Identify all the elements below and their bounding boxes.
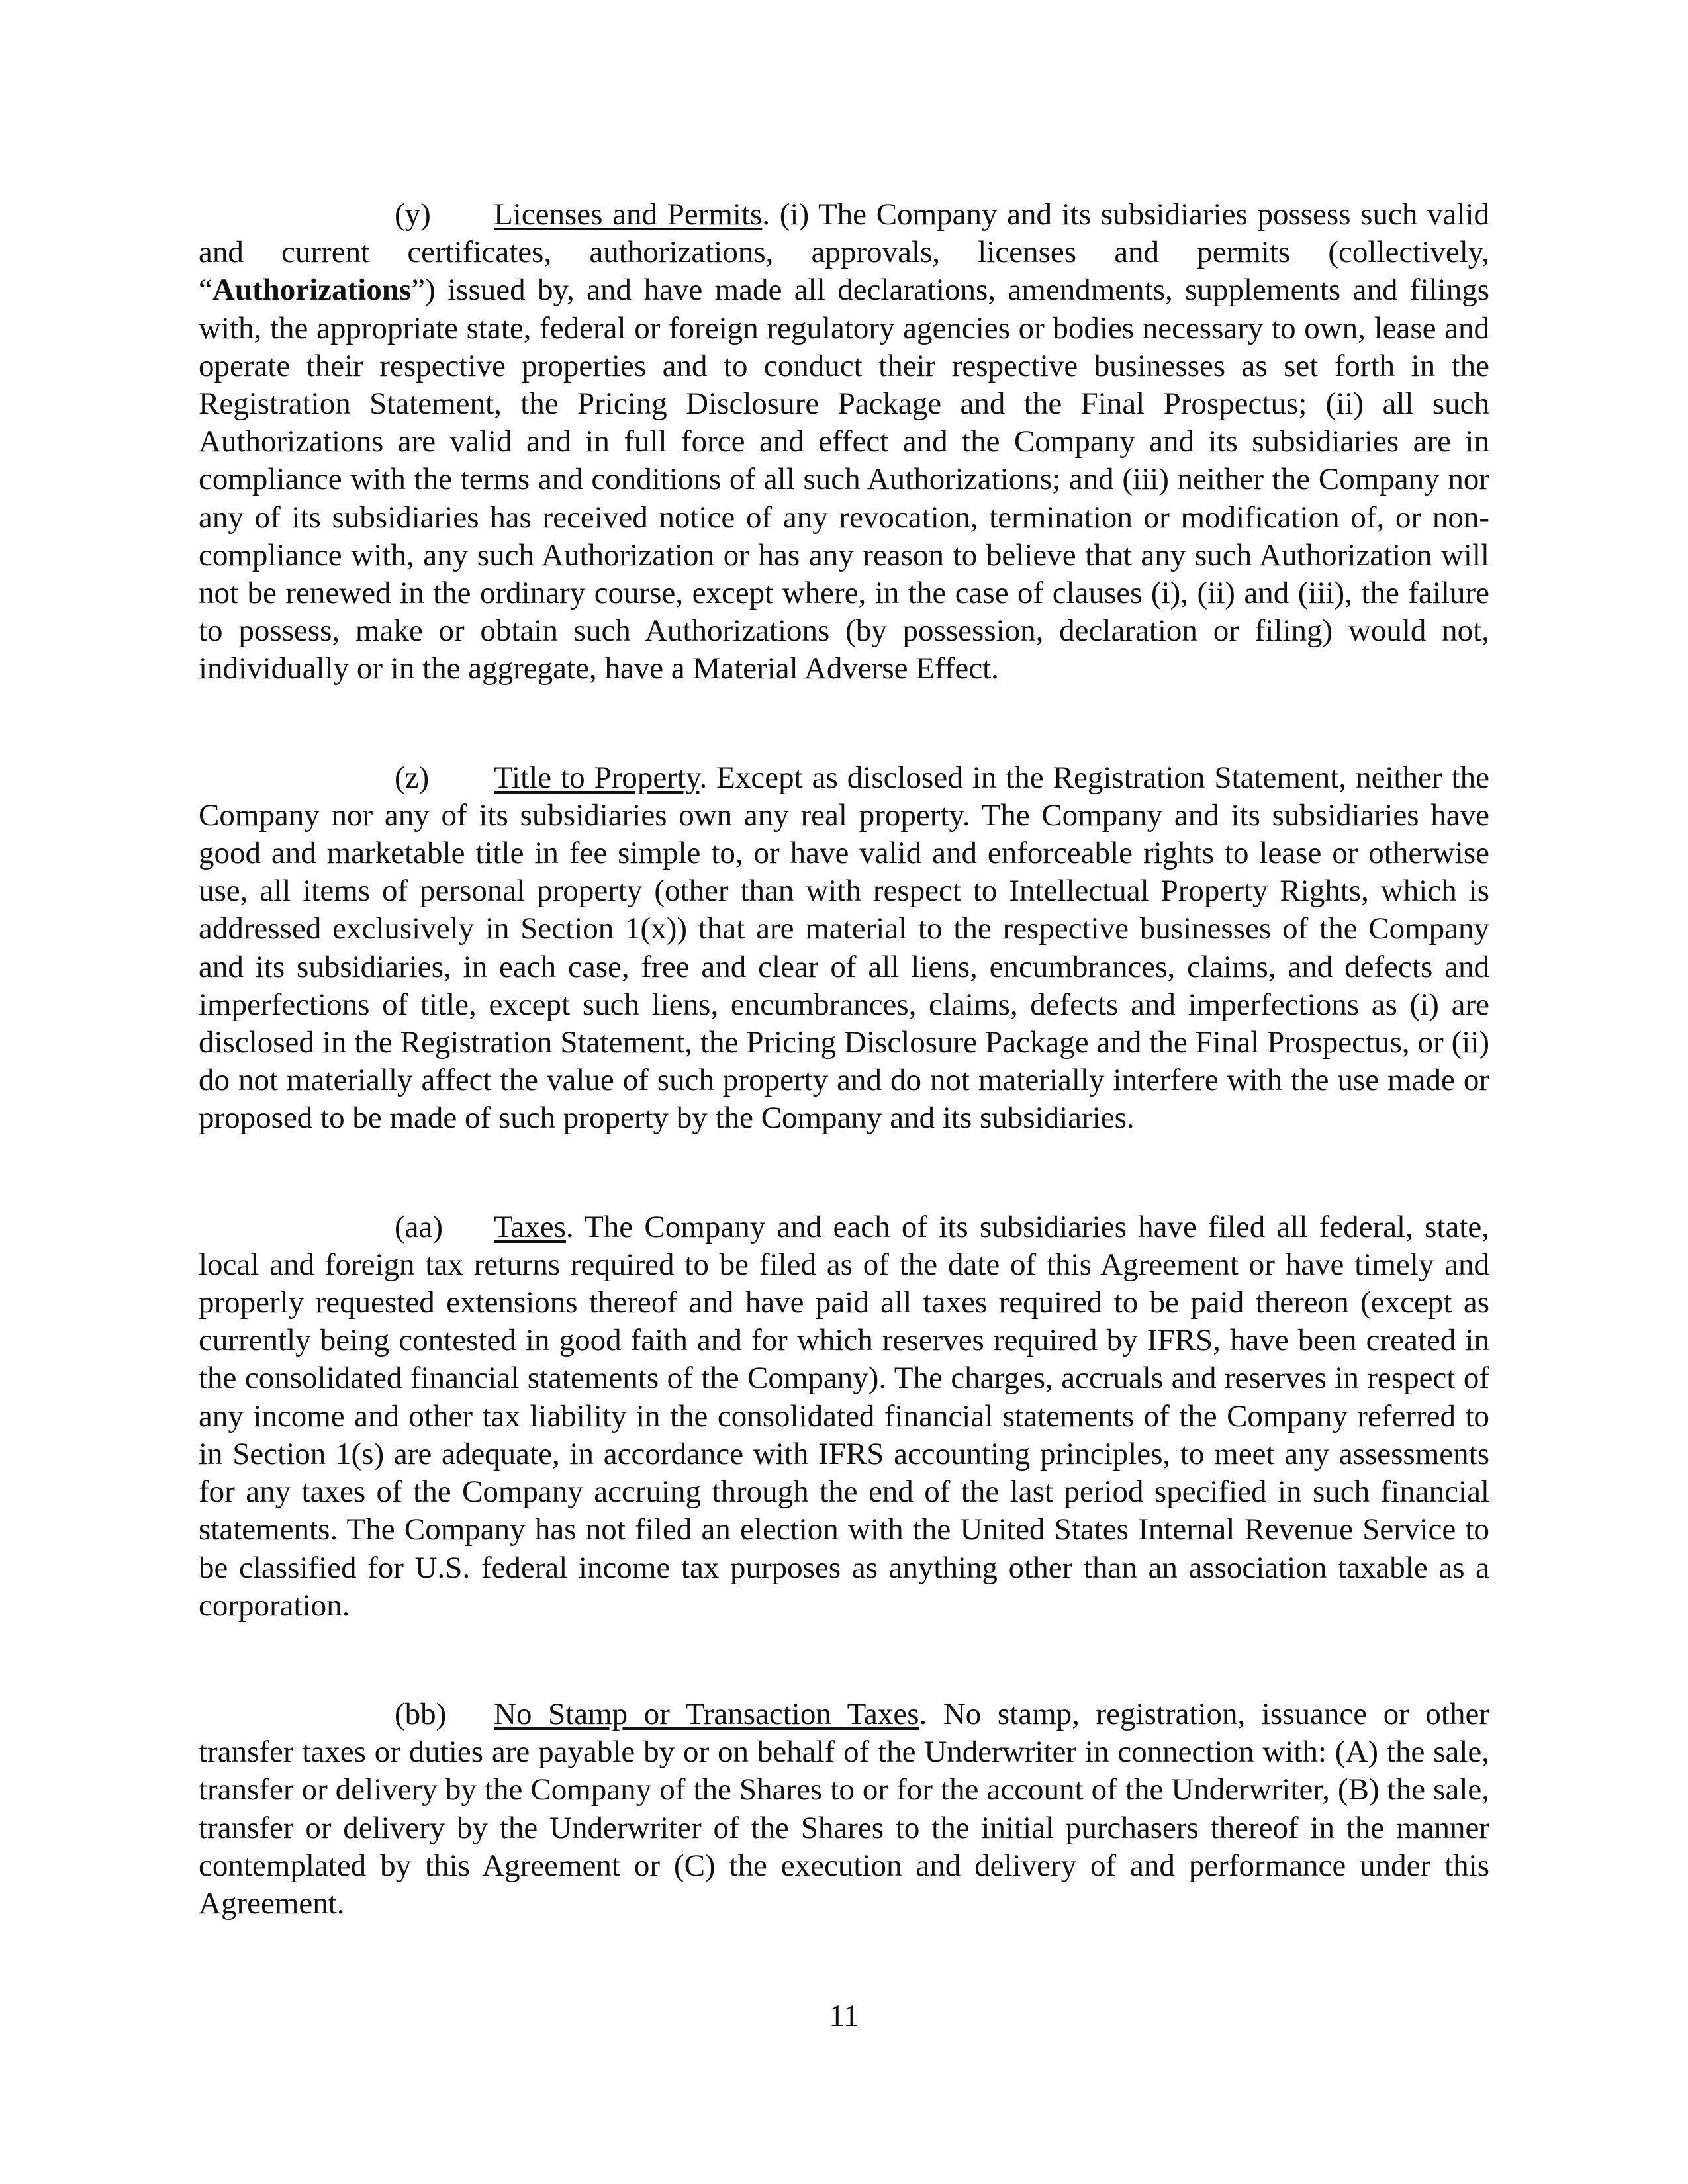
section-text: . No stamp, registration, issuance or other transfer taxes or duties are payable by or on behalf of the Underwriter in connection with: (A) the sale, transfer or delivery by the Company of the Shares to or for the account of the Underwriter, (B) the sale, transfer or delivery by the Underwriter of the Shares to the initial purchasers thereof in the manner contemplated by this Agreement or (C) the execution and delivery of and performance under this Agreement.	[199, 1696, 1490, 1921]
section-heading: No Stamp or Transaction Taxes	[494, 1696, 919, 1731]
section-text: . The Company and each of its subsidiaries have filed all federal, state, local and foreign tax returns required to be filed as of the date of this Agreement or have timely and properly requested extensions thereof and have paid all taxes required to be paid thereon (except as currently being contested in good faith and for which reserves required by IFRS, have been created in the consolidated financial statements of the Company). The charges, accruals and reserves in respect of any income and other tax liability in the consolidated financial statements of the Company referred to in Section 1(s) are adequate, in accordance with IFRS accounting principles, to meet any assessments for any taxes of the Company accruing through the end of the last period specified in such financial statements. The Company has not filed an election with the United States Internal Revenue Service to be classified for U.S. federal income tax purposes as anything other than an association taxable as a corporation.	[199, 1209, 1489, 1623]
section-text: . (i) The Company and its subsidiaries possess such valid and current certificates, authorizations, approvals, licenses and permits (collectively, “	[199, 197, 1490, 308]
section-text: . Except as disclosed in the Registration Statement, neither the Company nor any of its subsidiaries own any real property. The Company and its subsidiaries have good and marketable title in fee simple to, or have valid and enforceable rights to lease or otherwise use, all items of personal property (other than with respect to Intellectual Property Rights, which is addressed exclusively in Section 1(x)) that are material to the respective businesses of the Company and its subsidiaries, in each case, free and clear of all liens, encumbrances, claims, and defects and imperfections of title, except such liens, encumbrances, claims, defects and imperfections as (i) are disclosed in the Registration Statement, the Pricing Disclosure Package and the Final Prospectus, or (ii) do not materially affect the value of such property and do not materially interfere with the use made or proposed to be made of such property by the Company and its subsidiaries.	[199, 760, 1489, 1136]
section-number: (bb)	[395, 1696, 447, 1731]
page-number: 11	[829, 1999, 859, 2033]
section-z	[199, 759, 1489, 1138]
document-page	[199, 196, 1489, 1923]
section-heading: Title to Property	[494, 760, 700, 795]
section-y	[199, 196, 1489, 688]
section-aa	[199, 1208, 1489, 1625]
section-text-continued: ”) issued by, and have made all declarations, amendments, supplements and filings with, the appropriate state, federal or foreign regulatory agencies or bodies necessary to own, lease and operate their respective properties and to conduct their respective businesses as set forth in the Registration Statement, the Pricing Disclosure Package and the Final Prospectus; (ii) all such Authorizations are valid and in full force and effect and the Company and its subsidiaries are in compliance with the terms and conditions of all such Authorizations; and (iii) neither the Company nor any of its subsidiaries has received notice of any revocation, termination or modification of, or non-compliance with, any such Authorization or has any reason to believe that any such Authorization will not be renewed in the ordinary course, except where, in the case of clauses (i), (ii) and (iii), the failure to possess, make or obtain such Authorizations (by possession, declaration or filing) would not, individually or in the aggregate, have a Material Adverse Effect.	[199, 273, 1489, 686]
defined-term: Authorizations	[212, 273, 412, 308]
section-heading: Taxes	[494, 1209, 566, 1244]
section-number: (aa)	[395, 1209, 444, 1244]
section-heading: Licenses and Permits	[494, 197, 763, 232]
section-bb	[199, 1696, 1489, 1923]
section-number: (y)	[395, 197, 431, 232]
section-number: (z)	[395, 760, 430, 795]
